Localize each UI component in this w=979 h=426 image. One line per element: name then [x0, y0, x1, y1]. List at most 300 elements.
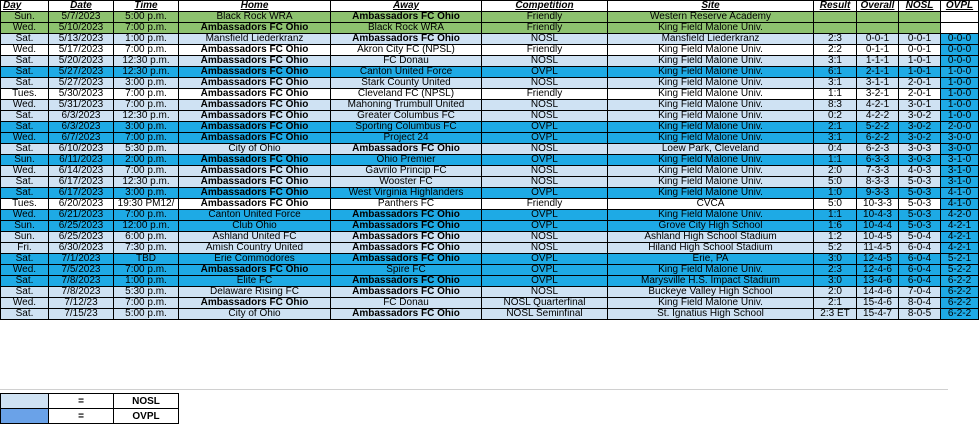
cell-nosl[interactable] [899, 23, 941, 34]
cell-nosl[interactable]: 6-0-4 [899, 243, 941, 254]
cell-away[interactable]: Ambassadors FC Ohio [331, 276, 482, 287]
cell-home[interactable]: Ambassadors FC Ohio [179, 177, 331, 188]
cell-date[interactable]: 6/11/2023 [49, 155, 114, 166]
cell-overall[interactable]: 10-3-3 [857, 199, 899, 210]
cell-result[interactable]: 1:2 [814, 232, 857, 243]
cell-day[interactable]: Sat. [1, 254, 49, 265]
cell-time[interactable]: 7:00 p.m. [114, 100, 179, 111]
cell-day[interactable]: Fri. [1, 243, 49, 254]
cell-time[interactable]: 5:00 p.m. [114, 12, 179, 23]
cell-ovpl[interactable]: 4-2-1 [941, 232, 979, 243]
cell-result[interactable]: 2:1 [814, 122, 857, 133]
cell-time[interactable]: 12:30 p.m. [114, 56, 179, 67]
cell-date[interactable]: 6/10/2023 [49, 144, 114, 155]
header-site[interactable]: Site [608, 1, 814, 12]
cell-date[interactable]: 6/14/2023 [49, 166, 114, 177]
cell-day[interactable]: Wed. [1, 265, 49, 276]
cell-date[interactable]: 5/31/2023 [49, 100, 114, 111]
cell-site[interactable]: CVCA [608, 199, 814, 210]
cell-site[interactable]: King Field Malone Univ. [608, 188, 814, 199]
cell-day[interactable]: Sun. [1, 232, 49, 243]
cell-nosl[interactable]: 8-0-4 [899, 298, 941, 309]
cell-site[interactable]: Western Reserve Academy [608, 12, 814, 23]
cell-day[interactable]: Wed. [1, 166, 49, 177]
cell-nosl[interactable]: 1-0-1 [899, 67, 941, 78]
cell-day[interactable]: Sun. [1, 221, 49, 232]
cell-time[interactable]: 7:00 p.m. [114, 133, 179, 144]
cell-date[interactable]: 6/25/2023 [49, 232, 114, 243]
cell-time[interactable]: 3:00 p.m. [114, 78, 179, 89]
cell-result[interactable]: 3:1 [814, 133, 857, 144]
cell-date[interactable]: 6/7/2023 [49, 133, 114, 144]
cell-overall[interactable]: 3-2-1 [857, 89, 899, 100]
cell-result[interactable]: 1:6 [814, 221, 857, 232]
cell-day[interactable]: Sat. [1, 67, 49, 78]
cell-site[interactable]: King Field Malone Univ. [608, 133, 814, 144]
cell-overall[interactable]: 11-4-5 [857, 243, 899, 254]
cell-home[interactable]: Ambassadors FC Ohio [179, 133, 331, 144]
cell-site[interactable]: King Field Malone Univ. [608, 210, 814, 221]
cell-date[interactable]: 6/25/2023 [49, 221, 114, 232]
cell-competition[interactable]: OVPL [482, 155, 608, 166]
cell-away[interactable]: Ambassadors FC Ohio [331, 210, 482, 221]
cell-nosl[interactable]: 6-0-4 [899, 254, 941, 265]
cell-site[interactable]: King Field Malone Univ. [608, 265, 814, 276]
cell-result[interactable]: 5:2 [814, 243, 857, 254]
cell-competition[interactable]: NOSL [482, 177, 608, 188]
cell-nosl[interactable]: 3-0-3 [899, 155, 941, 166]
cell-overall[interactable]: 13-4-6 [857, 276, 899, 287]
cell-time[interactable]: 5:30 p.m. [114, 287, 179, 298]
cell-day[interactable]: Sat. [1, 287, 49, 298]
header-time[interactable]: Time [114, 1, 179, 12]
cell-away[interactable]: Stark County United [331, 78, 482, 89]
cell-ovpl[interactable]: 0-0-0 [941, 45, 979, 56]
cell-day[interactable]: Sat. [1, 111, 49, 122]
cell-date[interactable]: 6/17/2023 [49, 177, 114, 188]
cell-nosl[interactable]: 0-0-1 [899, 45, 941, 56]
cell-time[interactable]: 1:00 p.m. [114, 34, 179, 45]
cell-home[interactable]: Ambassadors FC Ohio [179, 155, 331, 166]
cell-result[interactable]: 2:3 [814, 265, 857, 276]
cell-home[interactable]: City of Ohio [179, 144, 331, 155]
cell-away[interactable]: Ambassadors FC Ohio [331, 12, 482, 23]
cell-home[interactable]: Ambassadors FC Ohio [179, 56, 331, 67]
cell-day[interactable]: Tues. [1, 199, 49, 210]
header-away[interactable]: Away [331, 1, 482, 12]
cell-home[interactable]: Ambassadors FC Ohio [179, 298, 331, 309]
cell-ovpl[interactable]: 0-0-0 [941, 56, 979, 67]
cell-ovpl[interactable]: 6-2-2 [941, 276, 979, 287]
cell-date[interactable]: 5/7/2023 [49, 12, 114, 23]
cell-overall[interactable]: 10-4-5 [857, 232, 899, 243]
cell-nosl[interactable]: 8-0-5 [899, 309, 941, 320]
cell-ovpl[interactable]: 5-2-2 [941, 265, 979, 276]
cell-home[interactable]: Delaware Rising FC [179, 287, 331, 298]
cell-ovpl[interactable]: 6-2-2 [941, 298, 979, 309]
cell-home[interactable]: Ambassadors FC Ohio [179, 166, 331, 177]
cell-time[interactable]: 12:30 p.m. [114, 111, 179, 122]
cell-site[interactable]: King Field Malone Univ. [608, 67, 814, 78]
cell-overall[interactable]: 3-1-1 [857, 78, 899, 89]
cell-time[interactable]: 19:30 PM12/ [114, 199, 179, 210]
cell-result[interactable]: 1:1 [814, 155, 857, 166]
cell-ovpl[interactable]: 0-0-0 [941, 34, 979, 45]
cell-nosl[interactable]: 0-0-1 [899, 34, 941, 45]
cell-day[interactable]: Wed. [1, 133, 49, 144]
cell-overall[interactable]: 10-4-4 [857, 221, 899, 232]
cell-away[interactable]: Spire FC [331, 265, 482, 276]
cell-time[interactable]: 7:30 p.m. [114, 243, 179, 254]
cell-site[interactable]: Mansfield Liederkranz [608, 34, 814, 45]
cell-nosl[interactable]: 2-0-1 [899, 78, 941, 89]
cell-home[interactable]: Ambassadors FC Ohio [179, 100, 331, 111]
cell-nosl[interactable]: 6-0-4 [899, 265, 941, 276]
cell-competition[interactable]: OVPL [482, 221, 608, 232]
cell-site[interactable]: King Field Malone Univ. [608, 89, 814, 100]
cell-ovpl[interactable]: 4-2-1 [941, 243, 979, 254]
cell-ovpl[interactable]: 3-1-0 [941, 166, 979, 177]
cell-competition[interactable]: NOSL [482, 111, 608, 122]
cell-nosl[interactable]: 3-0-2 [899, 111, 941, 122]
cell-nosl[interactable]: 3-0-1 [899, 100, 941, 111]
cell-result[interactable]: 0:2 [814, 111, 857, 122]
cell-ovpl[interactable]: 3-0-0 [941, 133, 979, 144]
cell-time[interactable]: 12:00 p.m. [114, 221, 179, 232]
cell-day[interactable]: Wed. [1, 23, 49, 34]
header-nosl[interactable]: NOSL [899, 1, 941, 12]
cell-site[interactable]: St. Ignatius High School [608, 309, 814, 320]
cell-ovpl[interactable]: 6-2-2 [941, 309, 979, 320]
cell-away[interactable]: Ambassadors FC Ohio [331, 243, 482, 254]
cell-result[interactable] [814, 23, 857, 34]
cell-site[interactable]: King Field Malone Univ. [608, 23, 814, 34]
cell-competition[interactable]: OVPL [482, 67, 608, 78]
cell-result[interactable]: 3:0 [814, 254, 857, 265]
cell-day[interactable]: Sat. [1, 34, 49, 45]
cell-time[interactable]: 2:00 p.m. [114, 155, 179, 166]
cell-ovpl[interactable]: 1-0-0 [941, 100, 979, 111]
cell-result[interactable]: 2:3 [814, 34, 857, 45]
cell-date[interactable]: 5/30/2023 [49, 89, 114, 100]
cell-competition[interactable]: OVPL [482, 254, 608, 265]
cell-home[interactable]: Ambassadors FC Ohio [179, 122, 331, 133]
cell-home[interactable]: Amish Country United [179, 243, 331, 254]
cell-competition[interactable]: NOSL [482, 166, 608, 177]
cell-time[interactable]: 5:30 p.m. [114, 144, 179, 155]
cell-away[interactable]: Cleveland FC (NPSL) [331, 89, 482, 100]
cell-nosl[interactable]: 7-0-4 [899, 287, 941, 298]
cell-time[interactable]: 1:00 p.m. [114, 276, 179, 287]
cell-time[interactable]: 3:00 p.m. [114, 122, 179, 133]
cell-ovpl[interactable]: 3-0-0 [941, 144, 979, 155]
cell-home[interactable]: Ambassadors FC Ohio [179, 265, 331, 276]
cell-competition[interactable]: OVPL [482, 188, 608, 199]
cell-home[interactable]: Ambassadors FC Ohio [179, 45, 331, 56]
cell-away[interactable]: Mahoning Trumbull United [331, 100, 482, 111]
cell-time[interactable]: 7:00 p.m. [114, 166, 179, 177]
cell-ovpl[interactable] [941, 12, 979, 23]
cell-date[interactable]: 7/8/2023 [49, 276, 114, 287]
cell-home[interactable]: Club Ohio [179, 221, 331, 232]
cell-overall[interactable]: 1-1-1 [857, 56, 899, 67]
cell-home[interactable]: Mansfield Liederkranz [179, 34, 331, 45]
cell-time[interactable]: TBD [114, 254, 179, 265]
header-result[interactable]: Result [814, 1, 857, 12]
cell-result[interactable]: 3:1 [814, 56, 857, 67]
header-day[interactable]: Day [1, 1, 49, 12]
cell-site[interactable]: King Field Malone Univ. [608, 166, 814, 177]
cell-competition[interactable]: Friendly [482, 89, 608, 100]
cell-away[interactable]: Black Rock WRA [331, 23, 482, 34]
cell-result[interactable]: 3:0 [814, 276, 857, 287]
cell-away[interactable]: Gavrilo Princip FC [331, 166, 482, 177]
cell-nosl[interactable]: 3-0-3 [899, 144, 941, 155]
cell-overall[interactable]: 5-2-2 [857, 122, 899, 133]
cell-site[interactable]: Loew Park, Cleveland [608, 144, 814, 155]
cell-overall[interactable]: 9-3-3 [857, 188, 899, 199]
cell-day[interactable]: Sat. [1, 78, 49, 89]
cell-overall[interactable]: 0-0-1 [857, 34, 899, 45]
header-date[interactable]: Date [49, 1, 114, 12]
cell-day[interactable]: Wed. [1, 100, 49, 111]
cell-result[interactable]: 2:1 [814, 298, 857, 309]
cell-away[interactable]: Ohio Premier [331, 155, 482, 166]
cell-nosl[interactable]: 5-0-3 [899, 210, 941, 221]
cell-time[interactable]: 5:00 p.m. [114, 309, 179, 320]
cell-day[interactable]: Sat. [1, 144, 49, 155]
cell-time[interactable]: 7:00 p.m. [114, 210, 179, 221]
cell-home[interactable]: Elite FC [179, 276, 331, 287]
cell-result[interactable]: 5:0 [814, 177, 857, 188]
cell-home[interactable]: Ambassadors FC Ohio [179, 23, 331, 34]
cell-day[interactable]: Tues. [1, 89, 49, 100]
cell-result[interactable]: 2:0 [814, 166, 857, 177]
cell-competition[interactable]: Friendly [482, 12, 608, 23]
cell-site[interactable]: Erie, PA [608, 254, 814, 265]
cell-ovpl[interactable]: 4-1-0 [941, 199, 979, 210]
cell-competition[interactable]: Friendly [482, 23, 608, 34]
cell-date[interactable]: 6/20/2023 [49, 199, 114, 210]
cell-away[interactable]: Canton United Force [331, 67, 482, 78]
cell-ovpl[interactable]: 1-0-0 [941, 67, 979, 78]
cell-overall[interactable]: 12-4-6 [857, 265, 899, 276]
cell-date[interactable]: 6/17/2023 [49, 188, 114, 199]
cell-away[interactable]: Wooster FC [331, 177, 482, 188]
header-competition[interactable]: Competition [482, 1, 608, 12]
cell-day[interactable]: Sat. [1, 309, 49, 320]
cell-competition[interactable]: OVPL [482, 133, 608, 144]
cell-home[interactable]: Erie Commodores [179, 254, 331, 265]
cell-date[interactable]: 7/5/2023 [49, 265, 114, 276]
cell-competition[interactable]: NOSL Seminfinal [482, 309, 608, 320]
cell-date[interactable]: 7/8/2023 [49, 287, 114, 298]
cell-day[interactable]: Sun. [1, 12, 49, 23]
cell-nosl[interactable]: 1-0-1 [899, 56, 941, 67]
cell-nosl[interactable]: 5-0-3 [899, 221, 941, 232]
cell-home[interactable]: City of Ohio [179, 309, 331, 320]
cell-away[interactable]: West Virginia Highlanders [331, 188, 482, 199]
cell-away[interactable]: FC Donau [331, 298, 482, 309]
cell-date[interactable]: 5/27/2023 [49, 78, 114, 89]
cell-competition[interactable]: OVPL [482, 122, 608, 133]
cell-day[interactable]: Wed. [1, 298, 49, 309]
cell-ovpl[interactable]: 4-2-1 [941, 221, 979, 232]
cell-home[interactable]: Ashland United FC [179, 232, 331, 243]
cell-ovpl[interactable]: 5-2-1 [941, 254, 979, 265]
cell-site[interactable]: Ashland High School Stadium [608, 232, 814, 243]
cell-overall[interactable] [857, 12, 899, 23]
cell-result[interactable]: 2:3 ET [814, 309, 857, 320]
cell-time[interactable]: 12:30 p.m. [114, 177, 179, 188]
cell-nosl[interactable]: 5-0-3 [899, 199, 941, 210]
cell-competition[interactable]: NOSL Quarterfinal [482, 298, 608, 309]
cell-date[interactable]: 7/1/2023 [49, 254, 114, 265]
cell-date[interactable]: 6/21/2023 [49, 210, 114, 221]
cell-competition[interactable]: NOSL [482, 144, 608, 155]
cell-overall[interactable]: 15-4-6 [857, 298, 899, 309]
cell-site[interactable]: King Field Malone Univ. [608, 45, 814, 56]
cell-time[interactable]: 6:00 p.m. [114, 232, 179, 243]
cell-overall[interactable]: 7-3-3 [857, 166, 899, 177]
cell-away[interactable]: Panthers FC [331, 199, 482, 210]
cell-competition[interactable]: NOSL [482, 100, 608, 111]
cell-overall[interactable]: 6-2-2 [857, 133, 899, 144]
cell-site[interactable]: Marysville H.S. Impact Stadium [608, 276, 814, 287]
cell-site[interactable]: Grove City High School [608, 221, 814, 232]
cell-competition[interactable]: NOSL [482, 243, 608, 254]
cell-ovpl[interactable]: 3-1-0 [941, 177, 979, 188]
cell-result[interactable]: 1:0 [814, 188, 857, 199]
cell-ovpl[interactable]: 1-0-0 [941, 78, 979, 89]
cell-result[interactable]: 2:0 [814, 287, 857, 298]
cell-home[interactable]: Canton United Force [179, 210, 331, 221]
cell-time[interactable]: 7:00 p.m. [114, 45, 179, 56]
cell-ovpl[interactable]: 3-1-0 [941, 155, 979, 166]
cell-home[interactable]: Ambassadors FC Ohio [179, 89, 331, 100]
cell-competition[interactable]: Friendly [482, 199, 608, 210]
cell-result[interactable]: 1:1 [814, 210, 857, 221]
cell-ovpl[interactable]: 2-0-0 [941, 122, 979, 133]
cell-date[interactable]: 5/17/2023 [49, 45, 114, 56]
cell-away[interactable]: Greater Columbus FC [331, 111, 482, 122]
cell-ovpl[interactable] [941, 23, 979, 34]
cell-ovpl[interactable]: 1-0-0 [941, 89, 979, 100]
cell-result[interactable] [814, 12, 857, 23]
cell-overall[interactable] [857, 23, 899, 34]
cell-nosl[interactable]: 3-0-2 [899, 122, 941, 133]
cell-away[interactable]: Sporting Columbus FC [331, 122, 482, 133]
cell-date[interactable]: 5/20/2023 [49, 56, 114, 67]
cell-date[interactable]: 6/3/2023 [49, 122, 114, 133]
cell-competition[interactable]: NOSL [482, 287, 608, 298]
cell-ovpl[interactable]: 4-1-0 [941, 188, 979, 199]
cell-nosl[interactable]: 2-0-1 [899, 89, 941, 100]
cell-date[interactable]: 5/10/2023 [49, 23, 114, 34]
cell-time[interactable]: 7:00 p.m. [114, 89, 179, 100]
cell-competition[interactable]: OVPL [482, 210, 608, 221]
cell-time[interactable]: 7:00 p.m. [114, 23, 179, 34]
cell-nosl[interactable]: 5-0-3 [899, 188, 941, 199]
cell-home[interactable]: Black Rock WRA [179, 12, 331, 23]
cell-nosl[interactable]: 5-0-4 [899, 232, 941, 243]
cell-day[interactable]: Wed. [1, 210, 49, 221]
cell-result[interactable]: 3:1 [814, 78, 857, 89]
cell-time[interactable]: 7:00 p.m. [114, 265, 179, 276]
cell-ovpl[interactable]: 6-2-2 [941, 287, 979, 298]
cell-nosl[interactable]: 3-0-2 [899, 133, 941, 144]
cell-competition[interactable]: OVPL [482, 265, 608, 276]
cell-overall[interactable]: 12-4-5 [857, 254, 899, 265]
cell-result[interactable]: 6:1 [814, 67, 857, 78]
cell-site[interactable]: King Field Malone Univ. [608, 111, 814, 122]
cell-overall[interactable]: 4-2-1 [857, 100, 899, 111]
cell-competition[interactable]: NOSL [482, 56, 608, 67]
cell-site[interactable]: King Field Malone Univ. [608, 122, 814, 133]
cell-home[interactable]: Ambassadors FC Ohio [179, 78, 331, 89]
cell-home[interactable]: Ambassadors FC Ohio [179, 67, 331, 78]
cell-date[interactable]: 5/13/2023 [49, 34, 114, 45]
cell-day[interactable]: Wed. [1, 45, 49, 56]
cell-date[interactable]: 7/12/23 [49, 298, 114, 309]
cell-competition[interactable]: NOSL [482, 232, 608, 243]
cell-overall[interactable]: 6-2-3 [857, 144, 899, 155]
cell-date[interactable]: 6/30/2023 [49, 243, 114, 254]
cell-time[interactable]: 12:30 p.m. [114, 67, 179, 78]
cell-date[interactable]: 7/15/23 [49, 309, 114, 320]
cell-time[interactable]: 7:00 p.m. [114, 298, 179, 309]
cell-site[interactable]: King Field Malone Univ. [608, 100, 814, 111]
cell-result[interactable]: 0:4 [814, 144, 857, 155]
header-ovpl[interactable]: OVPL [941, 1, 979, 12]
cell-competition[interactable]: Friendly [482, 45, 608, 56]
cell-time[interactable]: 3:00 p.m. [114, 188, 179, 199]
cell-day[interactable]: Sat. [1, 56, 49, 67]
cell-away[interactable]: Project 24 [331, 133, 482, 144]
cell-away[interactable]: Ambassadors FC Ohio [331, 254, 482, 265]
cell-day[interactable]: Sat. [1, 122, 49, 133]
cell-date[interactable]: 5/27/2023 [49, 67, 114, 78]
cell-overall[interactable]: 8-3-3 [857, 177, 899, 188]
cell-result[interactable]: 1:1 [814, 89, 857, 100]
cell-away[interactable]: Akron City FC (NPSL) [331, 45, 482, 56]
cell-nosl[interactable]: 6-0-4 [899, 276, 941, 287]
cell-result[interactable]: 5:0 [814, 199, 857, 210]
cell-home[interactable]: Ambassadors FC Ohio [179, 188, 331, 199]
cell-competition[interactable]: NOSL [482, 78, 608, 89]
cell-away[interactable]: Ambassadors FC Ohio [331, 221, 482, 232]
cell-overall[interactable]: 2-1-1 [857, 67, 899, 78]
cell-site[interactable]: King Field Malone Univ. [608, 78, 814, 89]
cell-home[interactable]: Ambassadors FC Ohio [179, 199, 331, 210]
cell-ovpl[interactable]: 1-0-0 [941, 111, 979, 122]
cell-overall[interactable]: 15-4-7 [857, 309, 899, 320]
header-overall[interactable]: Overall [857, 1, 899, 12]
cell-day[interactable]: Sat. [1, 276, 49, 287]
cell-ovpl[interactable]: 4-2-0 [941, 210, 979, 221]
cell-away[interactable]: Ambassadors FC Ohio [331, 232, 482, 243]
cell-overall[interactable]: 10-4-3 [857, 210, 899, 221]
cell-date[interactable]: 6/3/2023 [49, 111, 114, 122]
cell-overall[interactable]: 0-1-1 [857, 45, 899, 56]
cell-day[interactable]: Sun. [1, 155, 49, 166]
cell-overall[interactable]: 6-3-3 [857, 155, 899, 166]
cell-site[interactable]: Buckeye Valley High School [608, 287, 814, 298]
cell-site[interactable]: King Field Malone Univ. [608, 56, 814, 67]
cell-day[interactable]: Sat. [1, 188, 49, 199]
cell-overall[interactable]: 4-2-2 [857, 111, 899, 122]
cell-away[interactable]: Ambassadors FC Ohio [331, 287, 482, 298]
